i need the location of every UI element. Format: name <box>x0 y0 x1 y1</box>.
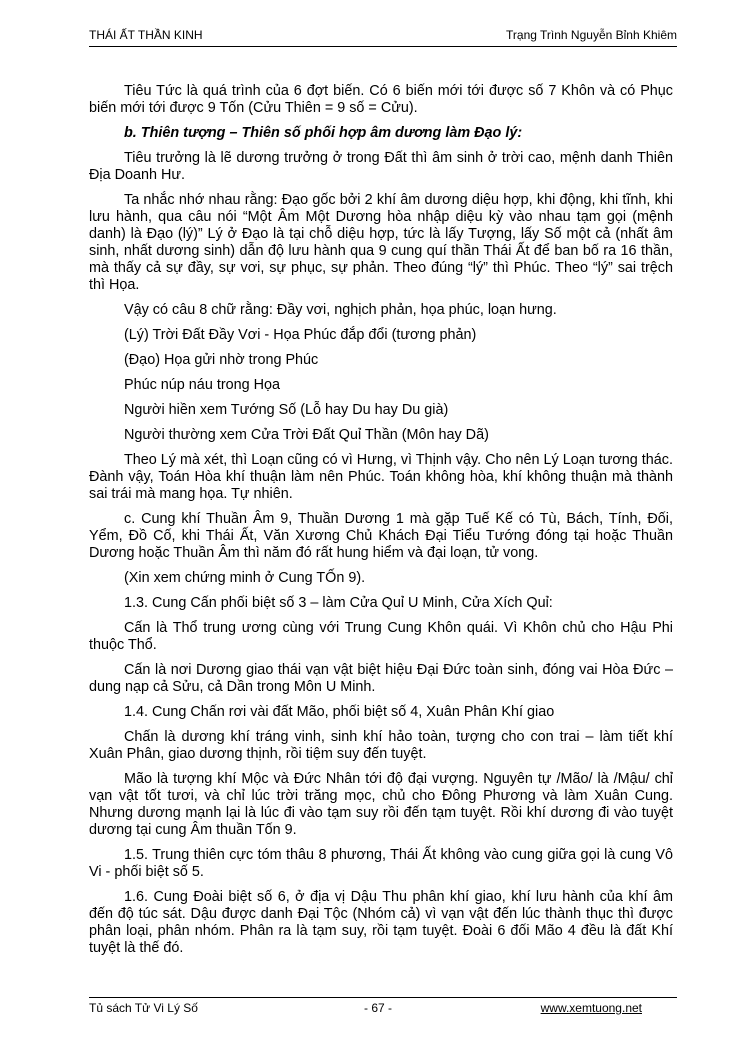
paragraph: Người thường xem Cửa Trời Đất Quỉ Thần (Môn hay Dã) <box>124 427 489 443</box>
paragraph: Chấn là dương khí tráng vinh, sinh khí hảo toàn, tượng cho con trai – làm tiết khí Xuân Phân, giao dương thịnh, rồi tiệm suy đến tuyệt. <box>89 729 673 762</box>
footer-series: Tủ sách Tử Vi Lý Số <box>89 1001 198 1015</box>
paragraph: Ta nhắc nhớ nhau rằng: Đạo gốc bởi 2 khí âm dương diệu hợp, khi động, khi tĩnh, khi lưu hành, qua câu nói “Một Âm Một Dương hòa nhập diệu kỳ vào nhau tạm gọi (mệnh danh) là Đạo (lý)” Lý ở Đạo là tại chỗ diệu hợp, tức là lấy Tượng, lấy Số một cả (nhất âm sinh, nhất dương sinh) dẫn độ lưu hành qua 9 cung quí thần Thái Ất để ban bố ra 16 thần, mà thấy cả sự đầy, sự vơi, sự phục, sự phản. Theo đúng “lý” thì Phúc. Theo “lý” sai trệch thì Họa. <box>89 192 673 293</box>
paragraph: Vậy có câu 8 chữ rằng: Đầy vơi, nghịch phản, họa phúc, loạn hưng. <box>124 302 557 318</box>
paragraph: Phúc núp náu trong Họa <box>124 377 281 393</box>
paragraph: Tiêu trưởng là lẽ dương trưởng ở trong Đất thì âm sinh ở trời cao, mệnh danh Thiên Địa Doanh Hư. <box>89 150 673 183</box>
paragraph: Cấn là nơi Dương giao thái vạn vật biệt hiệu Đại Đức toàn sinh, đóng vai Hòa Đức – dung nạp cả Sửu, cả Dần trong Môn U Minh. <box>89 662 673 695</box>
paragraph: 1.3. Cung Cấn phối biệt số 3 – làm Cửa Quỉ U Minh, Cửa Xích Quỉ: <box>124 595 553 611</box>
page-number: - 67 - <box>364 1001 393 1015</box>
paragraph: 1.5. Trung thiên cực tóm thâu 8 phương, Thái Ất không vào cung giữa gọi là cung Vô Vi - phối biệt số 5. <box>89 847 673 880</box>
author-name: Trạng Trình Nguyễn Bỉnh Khiêm <box>506 28 677 42</box>
page-header <box>89 28 677 47</box>
paragraph: Cấn là Thổ trung ương cùng với Trung Cung Khôn quái. Vì Khôn chủ cho Hậu Phi thuộc Thổ. <box>89 620 673 653</box>
page-body <box>89 83 673 965</box>
paragraph: c. Cung khí Thuần Âm 9, Thuần Dương 1 mà gặp Tuế Kế có Tù, Bách, Tính, Đối, Yểm, Đồ Cố, khi Thái Ất, Văn Xương Chủ Khách Đại Tiểu Tướng đóng tại hoặc Thuần Dương hoặc Thuần Âm thì năm đó rất hung hiểm và đại loạn, tử vong. <box>89 511 673 561</box>
paragraph: Mão là tượng khí Mộc và Đức Nhân tới độ đại vượng. Nguyên tự /Mão/ là /Mậu/ chỉ vạn vật tốt tươi, và chỉ lúc trời trăng mọc, chủ cho Đông Phương và làm Xuân Cung. Nhưng dương mạnh lại là lúc đi vào tạm suy rồi đến tạm tuyệt. Rồi khí dương đi vào tuyệt dương tại cung Âm thuần Tốn 9. <box>89 771 673 838</box>
paragraph: (Xin xem chứng minh ở Cung TỐn 9). <box>124 570 366 586</box>
paragraph: 1.4. Cung Chấn rơi vài đất Mão, phối biệt số 4, Xuân Phân Khí giao <box>124 704 555 720</box>
paragraph: (Đạo) Họa gửi nhờ trong Phúc <box>124 352 319 368</box>
website-link[interactable]: www.xemtuong.net <box>540 1001 642 1015</box>
book-title: THÁI ẤT THẦN KINH <box>89 28 203 42</box>
paragraph: (Lý) Trời Đất Đầy Vơi - Họa Phúc đắp đổi (tương phản) <box>124 327 477 343</box>
page-footer <box>89 997 677 1016</box>
paragraph: Tiêu Tức là quá trình của 6 đợt biến. Có 6 biến mới tới được số 7 Khôn và có Phục biến mới tới được 9 Tốn (Cửu Thiên = 9 số = Cửu). <box>89 83 673 116</box>
paragraph: Người hiền xem Tướng Số (Lỗ hay Du hay Du già) <box>124 402 449 418</box>
paragraph: Theo Lý mà xét, thì Loạn cũng có vì Hưng, vì Thịnh vậy. Cho nên Lý Loạn tương thác. Đành vậy, Toán Hòa khí thuận làm nên Phúc. Toán không hòa, khí không thuận mà thành sai trái mà mang họa. Tự nhiên. <box>89 452 673 502</box>
section-heading: b. Thiên tượng – Thiên số phối hợp âm dương làm Đạo lý: <box>124 125 523 141</box>
paragraph: 1.6. Cung Đoài biệt số 6, ở địa vị Dậu Thu phân khí giao, khí lưu hành của khí âm đến độ túc sát. Dậu được danh Đại Tộc (Nhóm cả) vì vạn vật đến lúc thành thục thì được phân loại, phân nhóm. Phân ra là tạm suy, rồi tạm tuyệt. Đoài 6 đối Mão 4 đều là đất Khí tuyệt là thế đó. <box>89 889 673 956</box>
